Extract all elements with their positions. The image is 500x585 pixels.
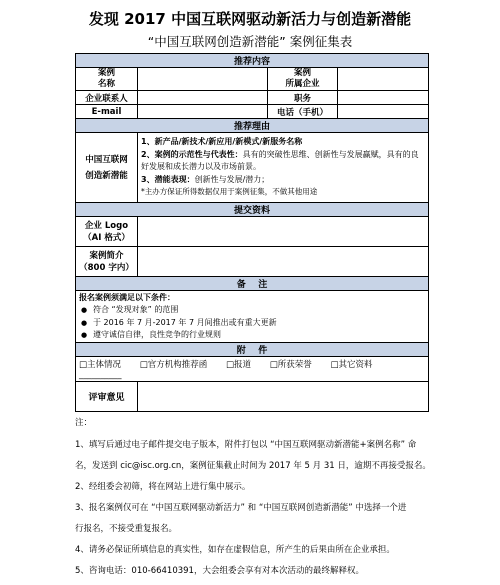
note-line: 行报名，不接受重复报名。	[75, 524, 178, 534]
contact-label: 企业联系人	[76, 91, 138, 105]
reason-item-2: 2、案例的示范性与代表性：具有的突破性思维、创新性与发展赢赋，具有的良好发展和成长潜力以及市场前景。	[141, 149, 419, 172]
email-label: E-mail	[76, 105, 138, 119]
note-line: 1、填写后通过电子邮件提交电子版本，附件打包以 “中国互联网驱动新潜能+案例名称” 命	[75, 440, 417, 450]
review-label: 评审意见	[76, 382, 138, 412]
case-name-label: 案例 名称	[76, 68, 138, 91]
note-line: 3、报名案例仅可在 “中国互联网驱动新活力” 和 “中国互联网创造新潜能” 中选择一个进	[75, 503, 407, 513]
case-name-field[interactable]	[138, 68, 268, 91]
section-reason-header: 推荐理由	[76, 119, 429, 133]
logo-label: 企业 Logo （AI 格式）	[76, 217, 138, 247]
notes-heading: 注：	[75, 418, 93, 428]
reason-label: 中国互联网 创造新潜能	[76, 133, 138, 203]
note-line: 4、请务必保证所填信息的真实性，如存在虚假信息，所产生的后果由所在企业承担。	[75, 545, 395, 555]
conditions-heading: 报名案例须满足以下条件：	[79, 292, 175, 302]
case-company-label: 案例 所属企业	[268, 68, 338, 91]
reason-note: *主办方保证所得数据仅用于案例征集，不做其他用途	[141, 187, 318, 197]
note-line: 5、咨询电话：010-66410391，大会组委会享有对本次活动的最终解释权。	[75, 566, 364, 576]
case-company-field[interactable]	[338, 68, 429, 91]
intro-label: 案例简介 （800 字内）	[76, 247, 138, 277]
reason-item-3: 3、潜能表现：创新性与发展/潜力；	[141, 174, 270, 184]
logo-field[interactable]	[138, 217, 429, 247]
condition-item: ● 符合 “发现对象” 的范围	[79, 304, 425, 317]
review-field[interactable]	[138, 382, 429, 412]
intro-field[interactable]	[138, 247, 429, 277]
section-recommender-header: 推荐内容	[76, 54, 429, 68]
section-submit-header: 提交资料	[76, 203, 429, 217]
section-attachments-header: 附 件	[76, 343, 429, 357]
attachment-checkbox-other[interactable]: □其它资料__________	[79, 360, 373, 380]
condition-item: ● 于 2016 年 7 月-2017 年 7 月间推出或有重大更新	[79, 317, 425, 330]
notes-section	[75, 413, 475, 582]
form-subtitle: “中国互联网创造新潜能” 案例征集表	[147, 34, 353, 49]
position-field[interactable]	[338, 91, 429, 105]
attachment-checkbox-official-letter[interactable]: □官方机构推荐函	[139, 360, 208, 370]
condition-item: ● 遵守诚信自律，良性竞争的行业规则	[79, 329, 425, 342]
email-field[interactable]	[138, 105, 268, 119]
page-title: 发现 2017 中国互联网驱动新活力与创造新潜能	[88, 10, 412, 28]
attachments-row	[76, 357, 429, 382]
note-line: 2、经组委会初筛，将在网站上进行集中展示。	[75, 482, 251, 492]
attachment-checkbox-honors[interactable]: □所获荣誉	[269, 360, 312, 370]
attachment-checkbox-reports[interactable]: □报道	[226, 360, 252, 370]
note-line: 名，发送到 cic@isc.org.cn，案例征集截止时间为 2017 年 5 月 31 日，逾期不再接受报名。	[75, 461, 431, 471]
conditions-block	[76, 291, 429, 343]
reason-content	[138, 133, 429, 203]
case-form-table	[75, 53, 429, 412]
contact-field[interactable]	[138, 91, 268, 105]
phone-field[interactable]	[338, 105, 429, 119]
reason-item-1: 1、新产品/新技术/新应用/新模式/新服务名称	[141, 137, 303, 147]
phone-label: 电话（手机）	[268, 105, 338, 119]
attachment-checkbox-subject[interactable]: □主体情况	[79, 360, 122, 370]
section-remark-header: 备 注	[76, 277, 429, 291]
position-label: 职务	[268, 91, 338, 105]
